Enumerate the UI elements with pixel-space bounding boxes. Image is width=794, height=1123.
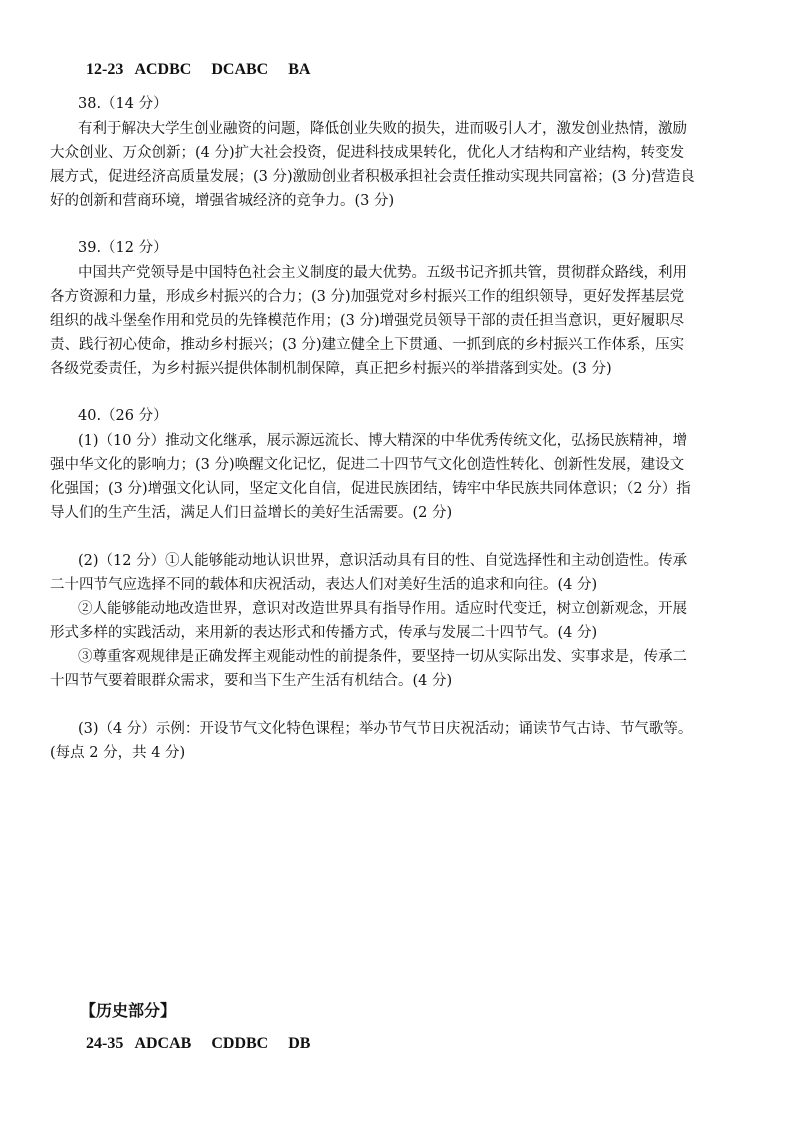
q38-line-2: 大众创业、万众创新；(4 分)扩大社会投资，促进科技成果转化，优化人才结构和产业结构，转变发 (50, 145, 685, 161)
q40-p1-line-2: 强中华文化的影响力；(3 分)唤醒文化记忆，促进二十四节气文化创造性转化、创新性发展，建设文 (50, 457, 685, 473)
q39-line-2: 各方资源和力量，形成乡村振兴的合力；(3 分)加强党对乡村振兴工作的组织领导，更好发挥基层党 (50, 289, 685, 305)
q40-p1-line-1: (1)（10 分）推动文化继承，展示源远流长、博大精深的中华优秀传统文化，弘扬民族精神，增 (78, 433, 688, 449)
q40-p2-line-3: ②人能够能动地改造世界，意识对改造世界具有指导作用。适应时代变迁，树立创新观念，开展 (78, 601, 687, 617)
answers-24-35: 24-35 ADCAB CDDBC DB (86, 1035, 311, 1052)
q39-line-4: 责、践行初心使命，推动乡村振兴；(3 分)建立健全上下贯通、一抓到底的乡村振兴工作体系，压实 (50, 337, 685, 353)
q40-heading: 40.（26 分） (78, 408, 168, 424)
q38-line-3: 展方式，促进经济高质量发展；(3 分)激励创业者积极承担社会责任推动实现共同富裕；(3 分)营造良 (50, 169, 695, 185)
q40-p2-line-2: 二十四节气应选择不同的载体和庆祝活动，表达人们对美好生活的追求和向往。(4 分) (50, 577, 598, 593)
q39-line-5: 各级党委责任，为乡村振兴提供体制机制保障，真正把乡村振兴的举措落到实处。(3 分) (50, 361, 612, 377)
q40-p3-line-2: (每点 2 分，共 4 分) (50, 745, 186, 761)
q38-line-4: 好的创新和营商环境，增强省城经济的竞争力。(3 分) (50, 193, 395, 209)
history-section-title: 【历史部分】 (80, 1001, 177, 1020)
q38-heading: 38.（14 分） (78, 96, 168, 112)
q40-p2-line-5: ③尊重客观规律是正确发挥主观能动性的前提条件，要坚持一切从实际出发、实事求是，传承二 (78, 649, 687, 665)
q40-p3-line-1: (3)（4 分）示例：开设节气文化特色课程；举办节气节日庆祝活动；诵读节气古诗、节气歌等。 (78, 721, 693, 737)
q39-line-3: 组织的战斗堡垒作用和党员的先锋模范作用；(3 分)增强党员领导干部的责任担当意识，更好履职尽 (50, 313, 685, 329)
q40-p1-line-4: 导人们的生产生活，满足人们日益增长的美好生活需要。(2 分) (50, 505, 453, 521)
q40-p1-line-3: 化强国；(3 分)增强文化认同，坚定文化自信，促进民族团结，铸牢中华民族共同体意识；（2 分）指 (50, 481, 691, 497)
q38-line-1: 有利于解决大学生创业融资的问题，降低创业失败的损失，进而吸引人才，激发创业热情，激励 (78, 121, 687, 137)
q40-p2-line-1: (2)（12 分）①人能够能动地认识世界，意识活动具有目的性、自觉选择性和主动创造性。传承 (78, 553, 688, 569)
q40-p2-line-6: 十四节气要着眼群众需求，要和当下生产生活有机结合。(4 分) (50, 673, 453, 689)
q40-p2-line-4: 形式多样的实践活动，来用新的表达形式和传播方式，传承与发展二十四节气。(4 分) (50, 625, 598, 641)
q39-heading: 39.（12 分） (78, 240, 168, 256)
answers-12-23: 12-23 ACDBC DCABC BA (86, 61, 311, 78)
q39-line-1: 中国共产党领导是中国特色社会主义制度的最大优势。五级书记齐抓共管，贯彻群众路线，利用 (78, 265, 687, 281)
